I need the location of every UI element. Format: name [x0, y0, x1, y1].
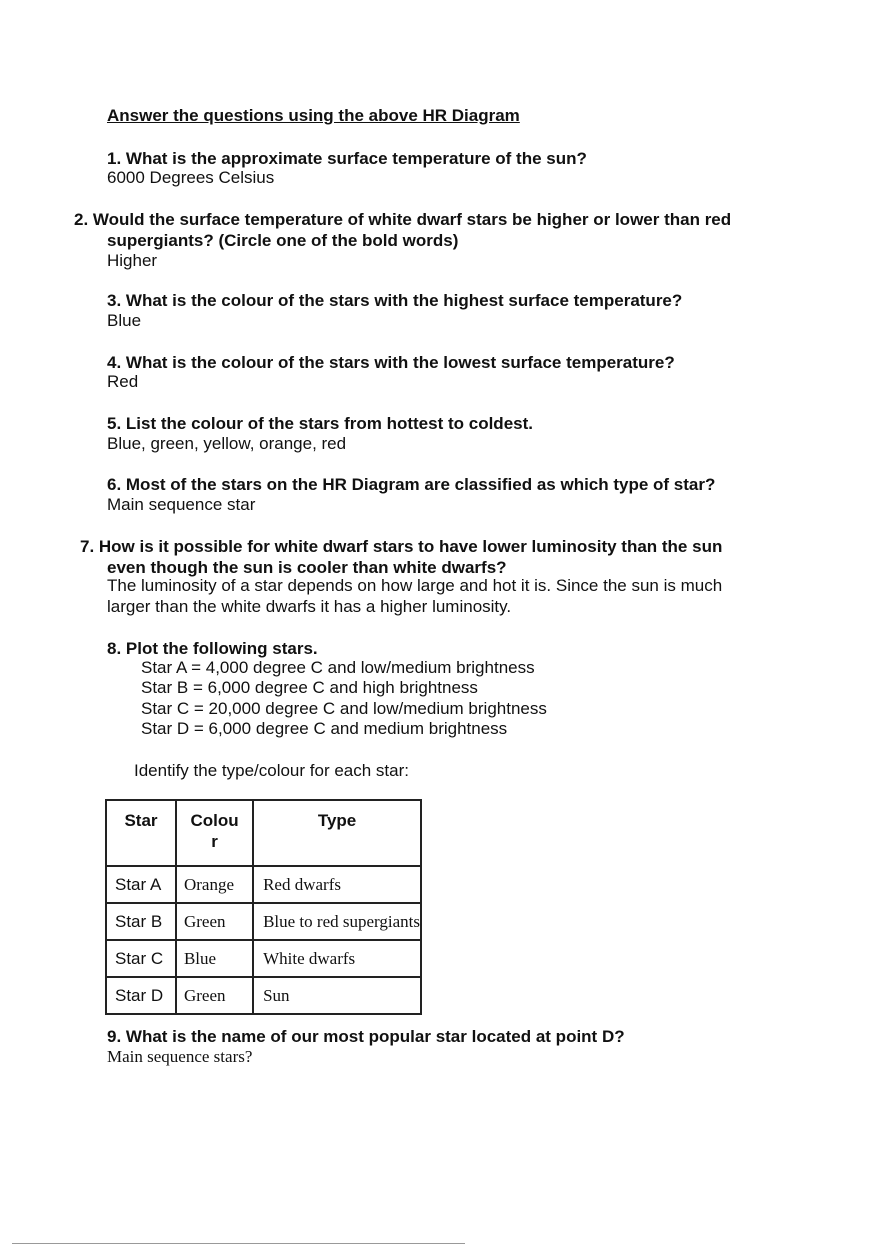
question-2-line1: 2. Would the surface temperature of white dwarf stars be higher or lower than red [74, 210, 732, 229]
cell-type: White dwarfs [253, 940, 421, 977]
cell-star: Star A [106, 866, 176, 903]
star-d-spec: Star D = 6,000 degree C and medium brightness [141, 719, 508, 738]
question-9: 9. What is the name of our most popular star located at point D? [107, 1027, 625, 1046]
question-2 [74, 209, 731, 251]
table-row [106, 903, 421, 940]
table-row [106, 866, 421, 903]
question-5: 5. List the colour of the stars from hottest to coldest. [107, 414, 533, 433]
cell-type: Blue to red supergiants [253, 903, 421, 940]
cell-colour: Orange [176, 866, 253, 903]
cell-type: Red dwarfs [253, 866, 421, 903]
star-table [105, 799, 422, 1015]
cell-type: Sun [253, 977, 421, 1014]
answer-4: Red [107, 372, 139, 391]
star-b-spec: Star B = 6,000 degree C and high brightness [141, 678, 478, 697]
header-colour-line2: r [211, 832, 218, 851]
cell-colour: Green [176, 903, 253, 940]
question-2-line2: supergiants? (Circle one of the bold words) [107, 231, 459, 250]
worksheet-heading: Answer the questions using the above HR Diagram [107, 106, 520, 125]
question-8: 8. Plot the following stars. [107, 639, 318, 658]
answer-1: 6000 Degrees Celsius [107, 168, 275, 187]
header-colour-line1: Colou [190, 811, 239, 830]
header-type: Type [253, 800, 421, 866]
question-7 [80, 536, 722, 578]
cell-star: Star D [106, 977, 176, 1014]
cell-star: Star C [106, 940, 176, 977]
cell-colour: Green [176, 977, 253, 1014]
cell-star: Star B [106, 903, 176, 940]
question-4: 4. What is the colour of the stars with the lowest surface temperature? [107, 353, 675, 372]
question-7-line1: 7. How is it possible for white dwarf stars to have lower luminosity than the sun [80, 537, 723, 556]
answer-2: Higher [107, 251, 158, 270]
table-header-row [106, 800, 421, 866]
table-row [106, 977, 421, 1014]
question-1: 1. What is the approximate surface temperature of the sun? [107, 149, 587, 168]
header-star: Star [106, 800, 176, 866]
answer-7-line2: larger than the white dwarfs it has a higher luminosity. [107, 597, 512, 616]
question-3: 3. What is the colour of the stars with the highest surface temperature? [107, 291, 683, 310]
identify-instruction: Identify the type/colour for each star: [134, 761, 409, 780]
table-row [106, 940, 421, 977]
star-a-spec: Star A = 4,000 degree C and low/medium brightness [141, 658, 535, 677]
answer-3: Blue [107, 311, 142, 330]
star-c-spec: Star C = 20,000 degree C and low/medium brightness [141, 699, 547, 718]
header-colour [176, 800, 253, 866]
question-7-line2: even though the sun is cooler than white dwarfs? [107, 558, 507, 577]
answer-7-line1: The luminosity of a star depends on how large and hot it is. Since the sun is much [107, 576, 723, 595]
answer-6: Main sequence star [107, 495, 256, 514]
cell-colour: Blue [176, 940, 253, 977]
answer-5: Blue, green, yellow, orange, red [107, 434, 347, 453]
footer-divider [12, 1243, 465, 1244]
question-6: 6. Most of the stars on the HR Diagram are classified as which type of star? [107, 475, 716, 494]
answer-9: Main sequence stars? [107, 1047, 253, 1066]
